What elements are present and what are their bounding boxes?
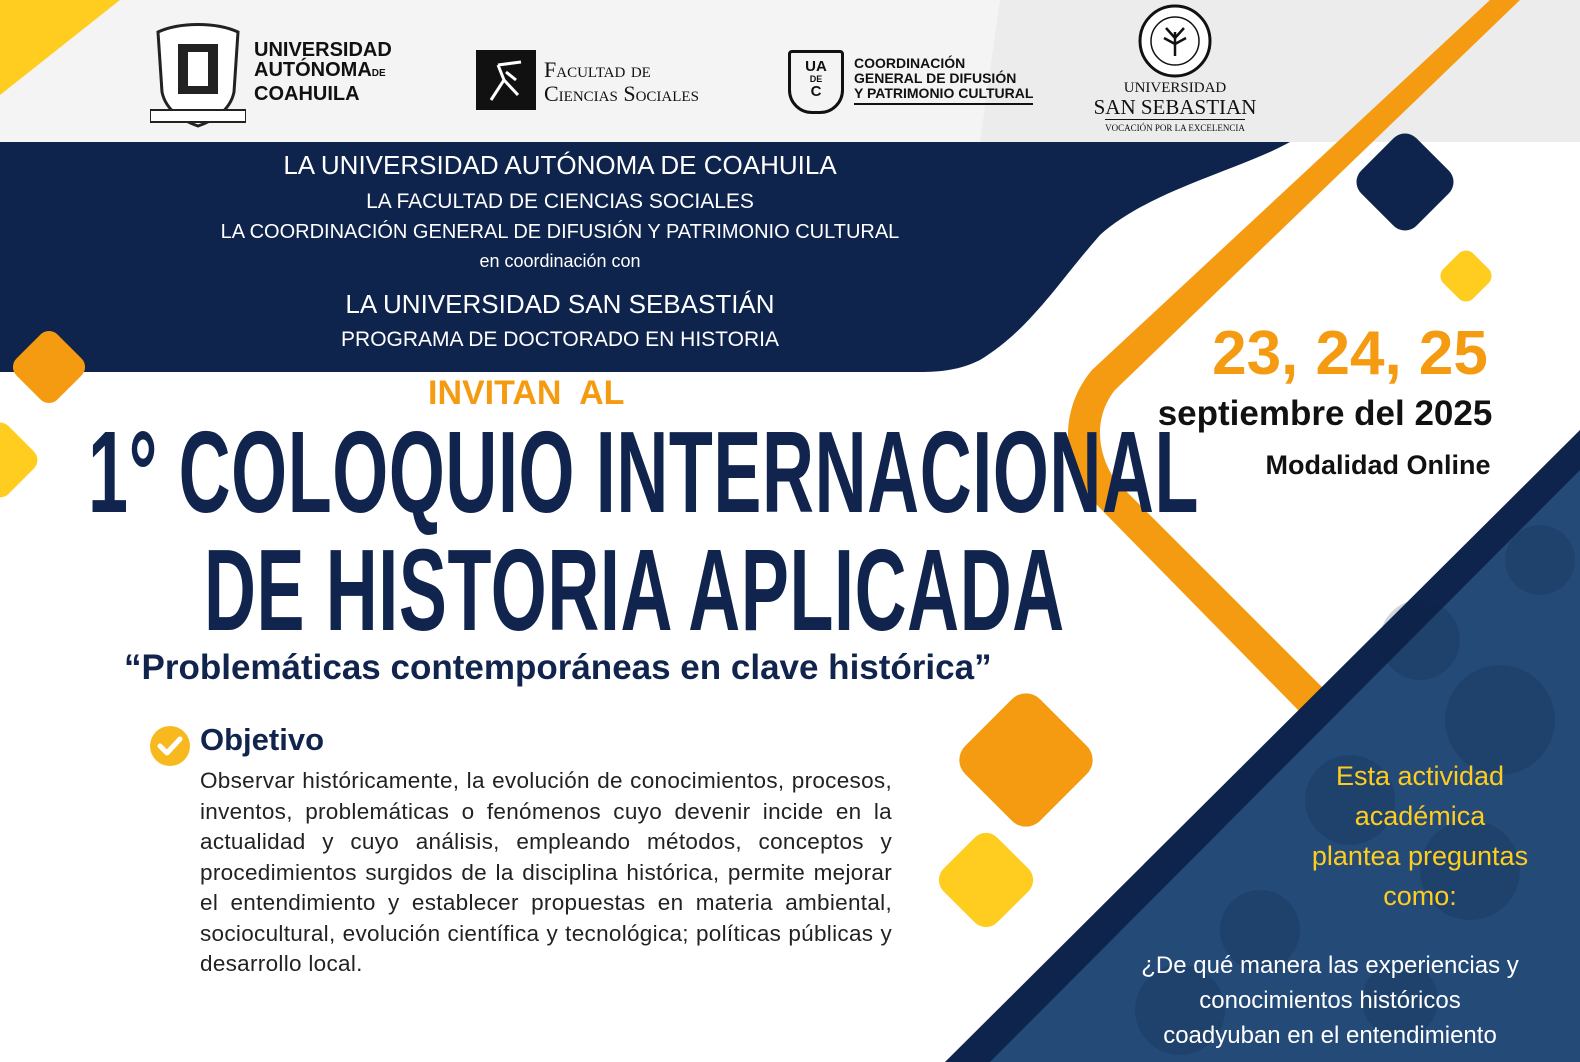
intro-line1: Esta actividad <box>1335 761 1505 791</box>
uss-seal-icon <box>1138 4 1212 78</box>
event-month-year: septiembre del 2025 <box>1157 394 1493 433</box>
check-circle-icon <box>148 724 192 768</box>
uss-line1: UNIVERSIDAD <box>1123 80 1227 96</box>
uadec-name <box>254 40 392 104</box>
event-dates: 23, 24, 25 <box>1212 319 1488 388</box>
event-modality: Modalidad Online <box>1265 450 1491 480</box>
fcs-name <box>544 58 699 106</box>
uss-logo <box>1090 4 1260 134</box>
header-line5: LA UNIVERSIDAD SAN SEBASTIÁN <box>345 289 775 319</box>
question-line1: ¿De qué manera las experiencias y <box>1141 952 1519 979</box>
header-line3: LA COORDINACIÓN GENERAL DE DIFUSIÓN Y PATRIMONIO CULTURAL <box>220 221 900 243</box>
uadec-line2-de: DE <box>371 68 386 79</box>
uadec-line2-main: AUTÓNOMA <box>254 59 372 81</box>
uss-line3: VOCACIÓN POR LA EXCELENCIA <box>1105 119 1245 134</box>
side-panel-question <box>1090 948 1570 1053</box>
fcs-emblem-icon <box>476 50 536 110</box>
side-panel-intro <box>1270 756 1570 916</box>
fcs-line1: Facultad de <box>544 57 651 82</box>
intro-line4: como: <box>1383 881 1457 911</box>
event-title-line2: DE HISTORIA APLICADA <box>204 525 1065 655</box>
cgdpc-line1: COORDINACIÓN <box>854 55 966 71</box>
uadec-logo <box>150 22 410 130</box>
uss-line2: SAN SEBASTIAN <box>1093 95 1257 119</box>
uadec-line3: COAHUILA <box>254 83 360 105</box>
uadec-c-mark-icon <box>788 50 844 114</box>
mark-bottom: C <box>810 83 822 100</box>
uadec-shield-icon <box>150 22 246 128</box>
invite-label: INVITAN AL <box>428 374 625 412</box>
cgdpc-logo <box>788 50 1058 116</box>
fcs-line2: Ciencias Sociales <box>544 81 699 106</box>
mark-top: UA <box>805 58 827 75</box>
event-subtitle: “Problemáticas contemporáneas en clave histórica” <box>124 648 992 687</box>
uadec-line2 <box>254 60 392 84</box>
question-line3: coadyuban en el entendimiento <box>1163 1022 1497 1049</box>
header-line4: en coordinación con <box>479 251 641 271</box>
cgdpc-line3: Y PATRIMONIO CULTURAL <box>854 86 1033 105</box>
mark-mid: DE <box>809 74 823 84</box>
question-line2: conocimientos históricos <box>1199 987 1461 1014</box>
fcs-logo <box>476 50 746 112</box>
header-line2: LA FACULTAD DE CIENCIAS SOCIALES <box>366 190 754 213</box>
header-line1: LA UNIVERSIDAD AUTÓNOMA DE COAHUILA <box>283 150 837 180</box>
intro-line3: plantea preguntas <box>1311 841 1529 871</box>
objective-text: Observar históricamente, la evolución de conocimientos, procesos, inventos, problemáticas o fenómenos cuyo devenir incide en la actualidad y cuyo análisis, empleando métodos, conceptos y procedimientos surgidos de la disciplina histórica, permite mejorar el entendimiento y establecer propuestas en materia ambiental, sociocultural, evolución científica y tecnológica; políticas públicas y desarrollo local. <box>200 768 892 976</box>
cgdpc-line2: GENERAL DE DIFUSIÓN <box>854 70 1017 86</box>
intro-line2: académica <box>1354 801 1486 831</box>
header-line6: PROGRAMA DE DOCTORADO EN HISTORIA <box>341 328 779 351</box>
uadec-line1: UNIVERSIDAD <box>254 39 392 61</box>
cgdpc-name <box>854 56 1033 105</box>
objective-heading: Objetivo <box>200 722 325 757</box>
event-title-line1: 1° COLOQUIO INTERNACIONAL <box>88 407 1200 537</box>
